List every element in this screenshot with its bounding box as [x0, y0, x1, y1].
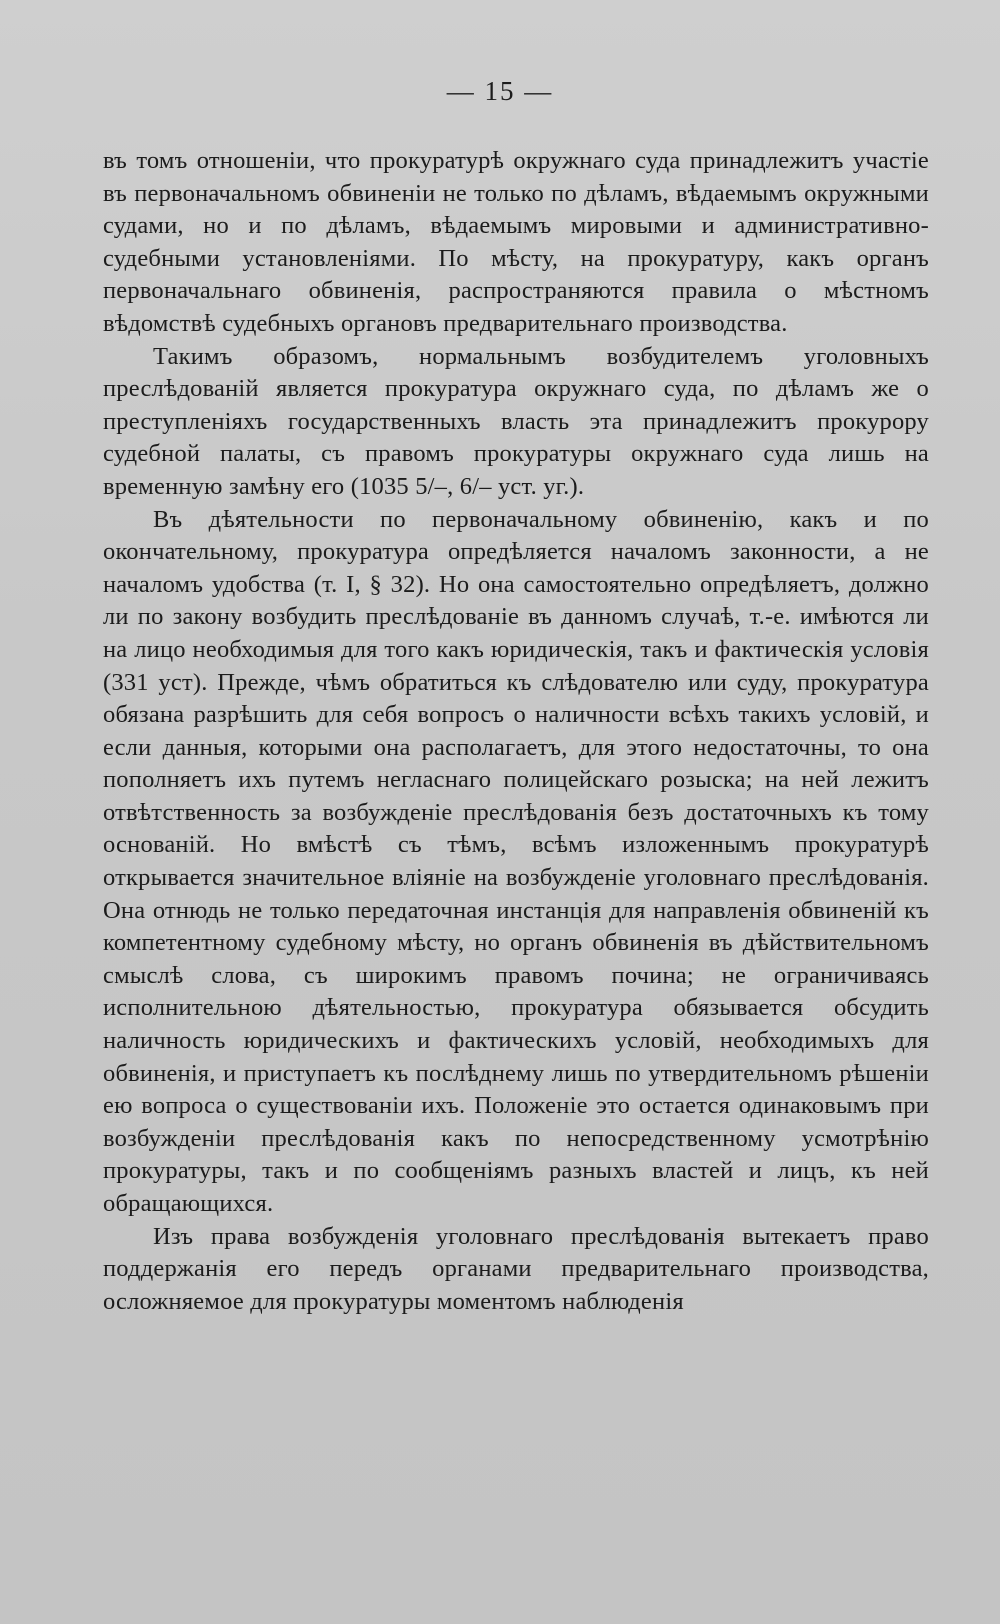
paragraph-legality-principle: Въ дѣятельности по первоначальному обвиненію, какъ и по окончательному, прокуратура опредѣляется началомъ законности, а не началомъ удобства (т. I, § 32). Но она самостоятельно опредѣляетъ, должно ли по закону возбудить преслѣдованіе въ данномъ случаѣ, т.-е. имѣются ли на лицо необходимыя для того какъ юридическія, такъ и фактическія условія (331 уст). Прежде, чѣмъ обратиться къ слѣдователю или суду, прокуратура обязана разрѣшить для себя вопросъ о наличности всѣхъ такихъ условій, и если данныя, которыми она располагаетъ, для этого недостаточны, то она пополняетъ ихъ путемъ негласнаго полицейскаго розыска; на ней лежитъ отвѣтственность за возбужденіе преслѣдованія безъ достаточныхъ къ тому основаній. Но вмѣстѣ съ тѣмъ, всѣмъ изложеннымъ прокуратурѣ открывается значительное вліяніе на возбужденіе уголовнаго преслѣдованія. Она отнюдь не только передаточная инстанція для направленія обвиненій къ компетентному судебному мѣсту, но органъ обвиненія въ дѣйствительномъ смыслѣ слова, съ широкимъ правомъ почина; не ограничиваясь исполнительною дѣятельностью, прокуратура обязывается обсудить наличность юридическихъ и фактическихъ условій, необходимыхъ для обвиненія, и приступаетъ къ послѣднему лишь по утвердительномъ рѣшеніи ею вопроса о существованіи ихъ. Положеніе это остается одинаковымъ при возбужденіи преслѣдованія какъ по непосредственному усмотрѣнію прокуратуры, такъ и по сообщеніямъ разныхъ властей и лицъ, къ ней обращающихся.: [103, 505, 929, 1217]
page-number: — 15 —: [446, 76, 554, 106]
paragraph-prosecutor-role: Такимъ образомъ, нормальнымъ возбудителемъ уголовныхъ преслѣдованій является прокуратура окружнаго суда, по дѣламъ же о преступленіяхъ государственныхъ власть эта принадлежитъ прокурору судебной палаты, съ правомъ прокуратуры окружнаго суда лишь на временную замѣну его (1035 5/–, 6/– уст. уг.).: [103, 342, 929, 500]
page-body-text: [103, 145, 929, 1318]
paragraph-continuation: въ томъ отношеніи, что прокуратурѣ окружнаго суда принадлежитъ участіе въ первоначальномъ обвиненіи не только по дѣламъ, вѣдаемымъ окружными судами, но и по дѣламъ, вѣдаемымъ мировыми и административно-судебными установленіями. По мѣсту, на прокуратуру, какъ органъ первоначальнаго обвиненія, распространяются правила о мѣстномъ вѣдомствѣ судебныхъ органовъ предварительнаго производства.: [103, 147, 929, 337]
paragraph-right-to-support: Изъ права возбужденія уголовнаго преслѣдованія вытекаетъ право поддержанія его передъ органами предварительнаго производства, осложняемое для прокуратуры моментомъ наблюденія: [103, 1222, 929, 1315]
